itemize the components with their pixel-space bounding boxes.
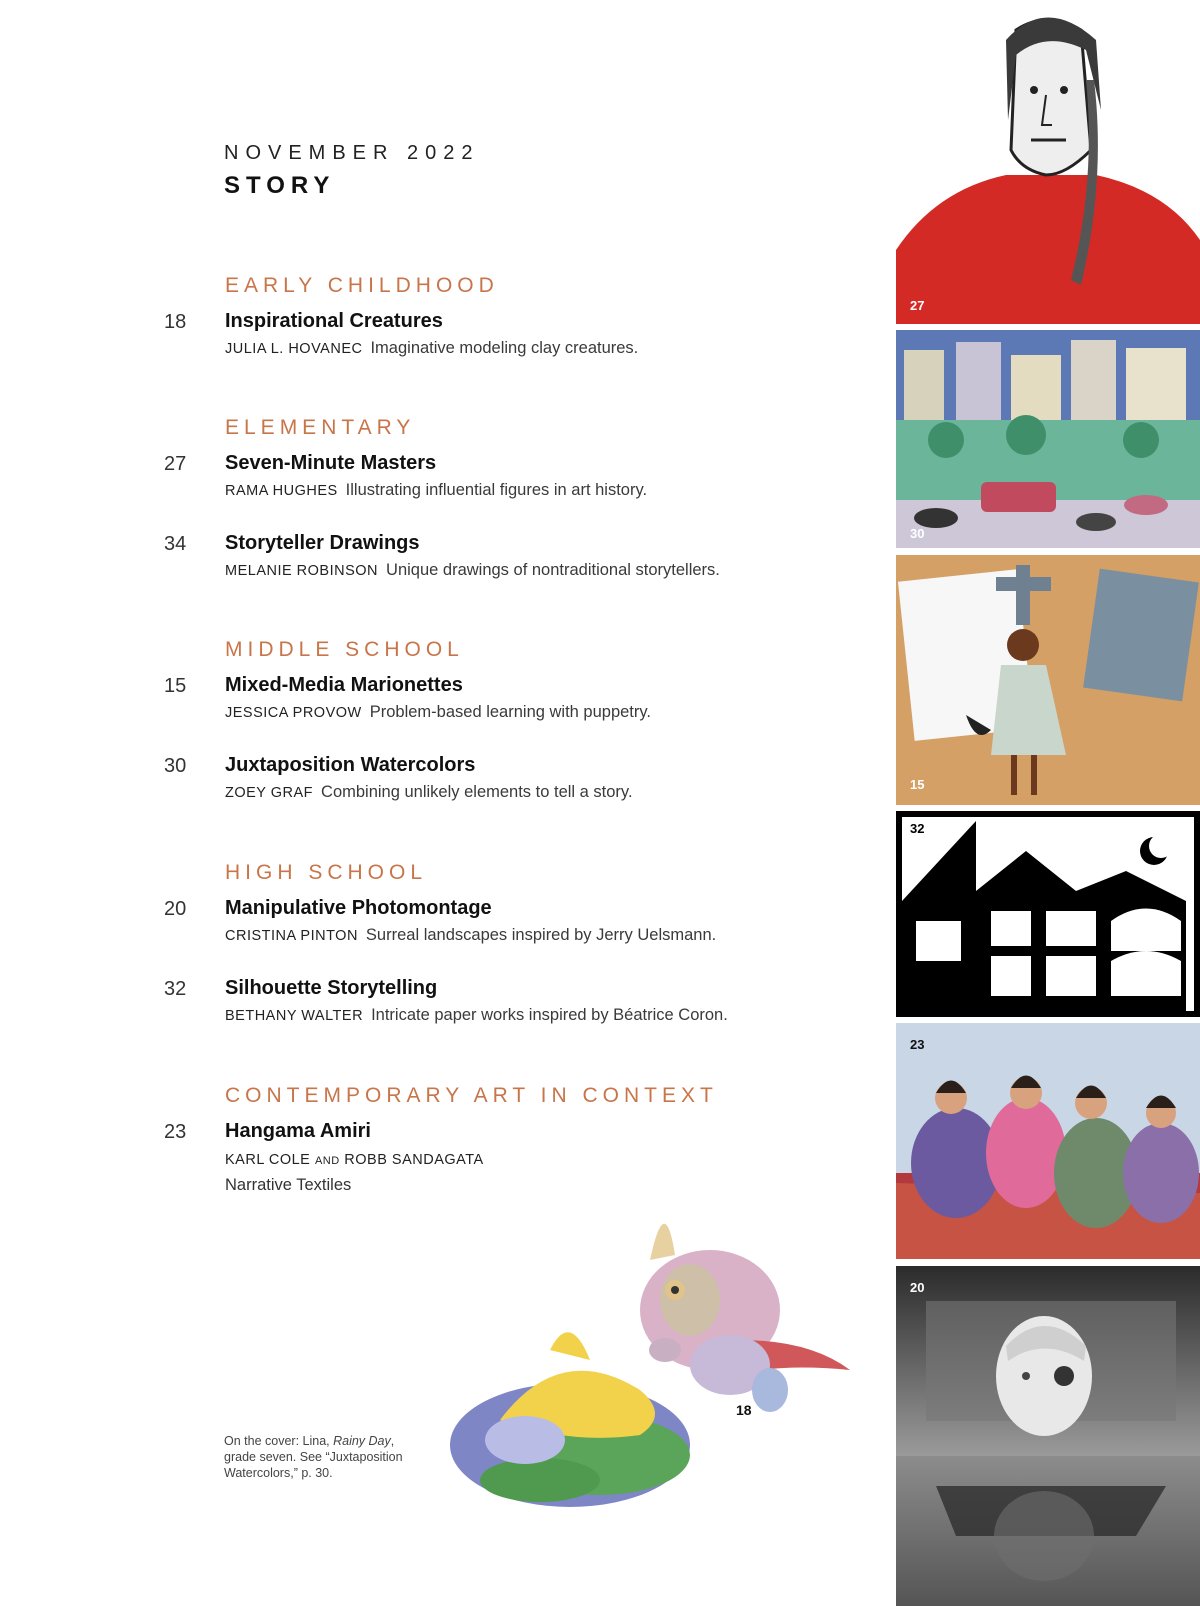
article-byline — [225, 481, 647, 500]
article-title-juxtaposition-watercolors[interactable]: Juxtaposition Watercolors — [225, 754, 476, 776]
image-page-label: 20 — [910, 1280, 925, 1295]
image-page-label: 23 — [910, 1037, 925, 1052]
article-title-inspirational-creatures[interactable]: Inspirational Creatures — [225, 310, 443, 332]
page-number: 15 — [164, 675, 187, 697]
article-byline — [225, 1006, 728, 1025]
section-heading-high-school: HIGH SCHOOL — [225, 861, 428, 884]
article-byline — [225, 339, 638, 358]
marionette-photo-image — [896, 555, 1200, 805]
section-heading-early-childhood: EARLY CHILDHOOD — [225, 274, 499, 297]
issue-date: NOVEMBER 2022 — [224, 142, 480, 164]
image-page-label: 32 — [910, 821, 925, 836]
author-name: JESSICA PROVOW — [225, 705, 362, 721]
author-name: JULIA L. HOVANEC — [225, 341, 363, 357]
author-name: RAMA HUGHES — [225, 483, 338, 499]
portrait-drawing-image — [896, 0, 1200, 324]
author-name: ROBB SANDAGATA — [344, 1152, 484, 1168]
article-byline — [225, 783, 633, 802]
clay-creatures-image — [430, 1190, 870, 1530]
article-description: Intricate paper works inspired by Béatrice Coron. — [371, 1006, 728, 1024]
image-page-label: 15 — [910, 777, 925, 792]
page-number: 20 — [164, 898, 187, 920]
photomontage-image — [896, 1266, 1200, 1606]
article-description: Surreal landscapes inspired by Jerry Uelsmann. — [365, 926, 717, 944]
page-number: 32 — [164, 978, 187, 1000]
article-title-hangama-amiri[interactable]: Hangama Amiri — [225, 1120, 371, 1142]
page-number: 30 — [164, 755, 187, 777]
image-page-label: 30 — [910, 526, 925, 541]
section-heading-contemporary-art: CONTEMPORARY ART IN CONTEXT — [225, 1084, 718, 1107]
cover-caption-prefix: On the cover: Lina, — [224, 1434, 334, 1448]
article-title-silhouette-storytelling[interactable]: Silhouette Storytelling — [225, 977, 438, 999]
article-description: Narrative Textiles — [225, 1176, 352, 1194]
article-title-mixed-media-marionettes[interactable]: Mixed-Media Marionettes — [225, 674, 463, 696]
author-name: CRISTINA PINTON — [225, 928, 358, 944]
author-joiner: AND — [314, 1155, 340, 1167]
watercolor-city-image — [896, 330, 1200, 548]
article-title-manipulative-photomontage[interactable]: Manipulative Photomontage — [225, 897, 492, 919]
page-number: 27 — [164, 453, 187, 475]
cover-artwork-title: Rainy Day — [333, 1434, 391, 1448]
cover-caption — [224, 1433, 414, 1481]
article-byline — [225, 703, 651, 722]
article-description: Imaginative modeling clay creatures. — [370, 339, 639, 357]
image-page-label: 18 — [736, 1402, 752, 1418]
author-name: ZOEY GRAF — [225, 785, 314, 801]
article-description: Illustrating influential figures in art history. — [345, 481, 648, 499]
article-description: Unique drawings of nontraditional storytellers. — [386, 561, 720, 579]
author-name: MELANIE ROBINSON — [225, 563, 379, 579]
author-name: BETHANY WALTER — [225, 1008, 364, 1024]
textile-artwork-image — [896, 1023, 1200, 1259]
article-title-seven-minute-masters[interactable]: Seven-Minute Masters — [225, 452, 437, 474]
article-byline — [225, 1150, 492, 1169]
page-number: 34 — [164, 533, 187, 555]
article-description: Problem-based learning with puppetry. — [369, 703, 651, 721]
image-page-label: 27 — [910, 298, 925, 313]
issue-theme: STORY — [224, 172, 336, 199]
page-number: 18 — [164, 311, 187, 333]
article-title-storyteller-drawings[interactable]: Storyteller Drawings — [225, 532, 420, 554]
page-number: 23 — [164, 1121, 187, 1143]
article-description: Combining unlikely elements to tell a story. — [321, 783, 633, 801]
author-name: KARL COLE — [225, 1152, 311, 1168]
cover-caption-suffix: , grade seven. See “Juxtaposition Watercolors,” p. 30. — [224, 1434, 403, 1480]
article-byline — [225, 926, 716, 945]
silhouette-papercut-image — [896, 811, 1200, 1017]
section-heading-middle-school: MIDDLE SCHOOL — [225, 638, 464, 661]
article-byline — [225, 561, 720, 580]
section-heading-elementary: ELEMENTARY — [225, 416, 416, 439]
